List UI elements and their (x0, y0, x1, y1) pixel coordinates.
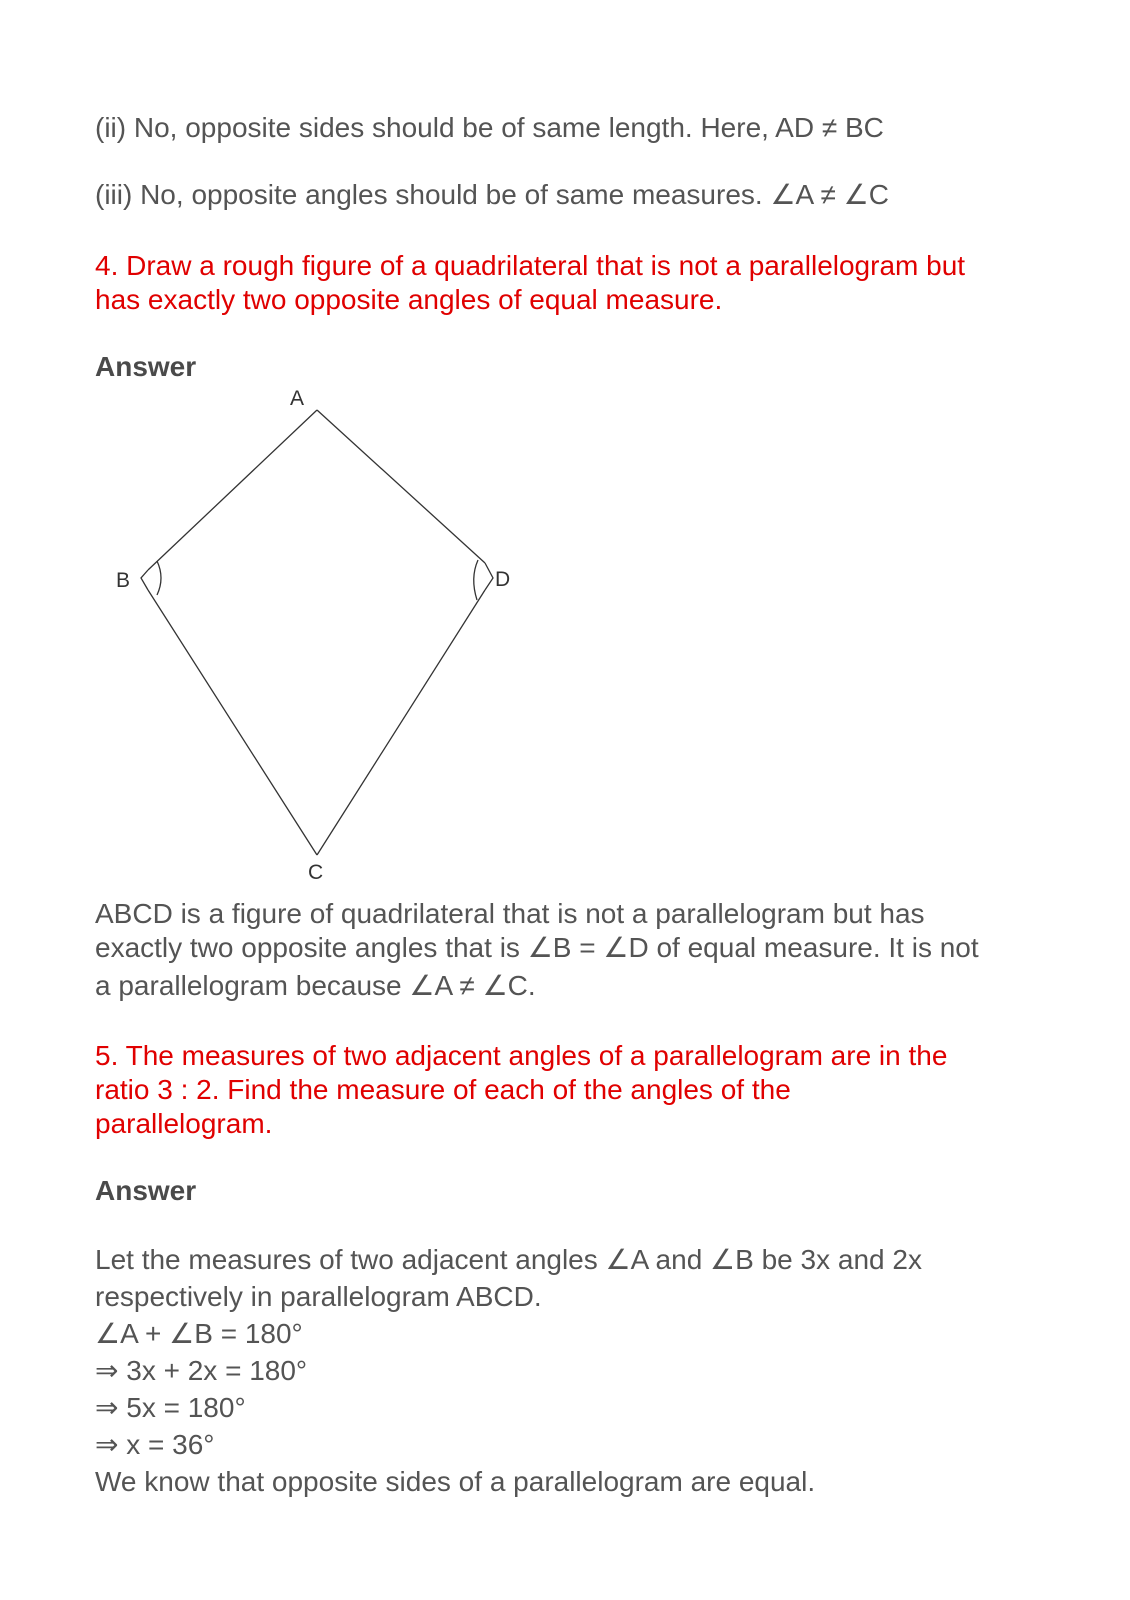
q4-answer-heading: Answer (95, 351, 197, 382)
side-dc (317, 590, 485, 855)
side-ab (148, 410, 317, 570)
vertex-label-b: B (116, 569, 131, 592)
vertex-label-a: A (290, 387, 305, 410)
side-ad (317, 410, 485, 563)
q5-solution (95, 1241, 922, 1500)
q4-explanation-line: ABCD is a figure of quadrilateral that is not a parallelogram but has (95, 898, 925, 929)
q5-question-line: parallelogram. (95, 1108, 273, 1139)
q5-question-line: 5. The measures of two adjacent angles of a parallelogram are in the (95, 1040, 948, 1071)
q5-question-line: ratio 3 : 2. Find the measure of each of the angles of the (95, 1074, 791, 1105)
angle-d-arc (474, 560, 478, 600)
vertex-label-c: C (308, 861, 324, 884)
vertex-label-d: D (495, 568, 511, 591)
q5-solution-line: ⇒ 5x = 180° (95, 1392, 246, 1423)
q5-solution-line: respectively in parallelogram ABCD. (95, 1281, 542, 1312)
angle-b-vertex (141, 570, 148, 590)
q4-explanation-line: a parallelogram because ∠A ≠ ∠C. (95, 970, 536, 1001)
kite-figure (100, 385, 560, 905)
q4-explanation (95, 897, 979, 1003)
q5-answer-heading: Answer (95, 1175, 197, 1206)
q5-question (95, 1039, 947, 1141)
q5-solution-line: We know that opposite sides of a parallelogram are equal. (95, 1466, 816, 1497)
q4-question-line: has exactly two opposite angles of equal measure. (95, 284, 723, 315)
q5-solution-line: ⇒ 3x + 2x = 180° (95, 1355, 308, 1386)
q5-solution-line: ⇒ x = 36° (95, 1429, 215, 1460)
side-bc (148, 590, 317, 855)
q4-explanation-line: exactly two opposite angles that is ∠B = ∠D of equal measure. It is not (95, 932, 979, 963)
q3-part-iii-answer: (iii) No, opposite angles should be of same measures. ∠A ≠ ∠C (95, 179, 889, 210)
q3-part-ii-answer: (ii) No, opposite sides should be of same length. Here, AD ≠ BC (95, 112, 884, 143)
q4-question (95, 249, 965, 317)
angle-b-arc (157, 561, 161, 595)
q5-solution-line: ∠A + ∠B = 180° (95, 1318, 303, 1349)
q5-solution-line: Let the measures of two adjacent angles ∠A and ∠B be 3x and 2x (95, 1244, 922, 1275)
q4-question-line: 4. Draw a rough figure of a quadrilateral that is not a parallelogram but (95, 250, 966, 281)
angle-d-vertex (485, 563, 493, 590)
